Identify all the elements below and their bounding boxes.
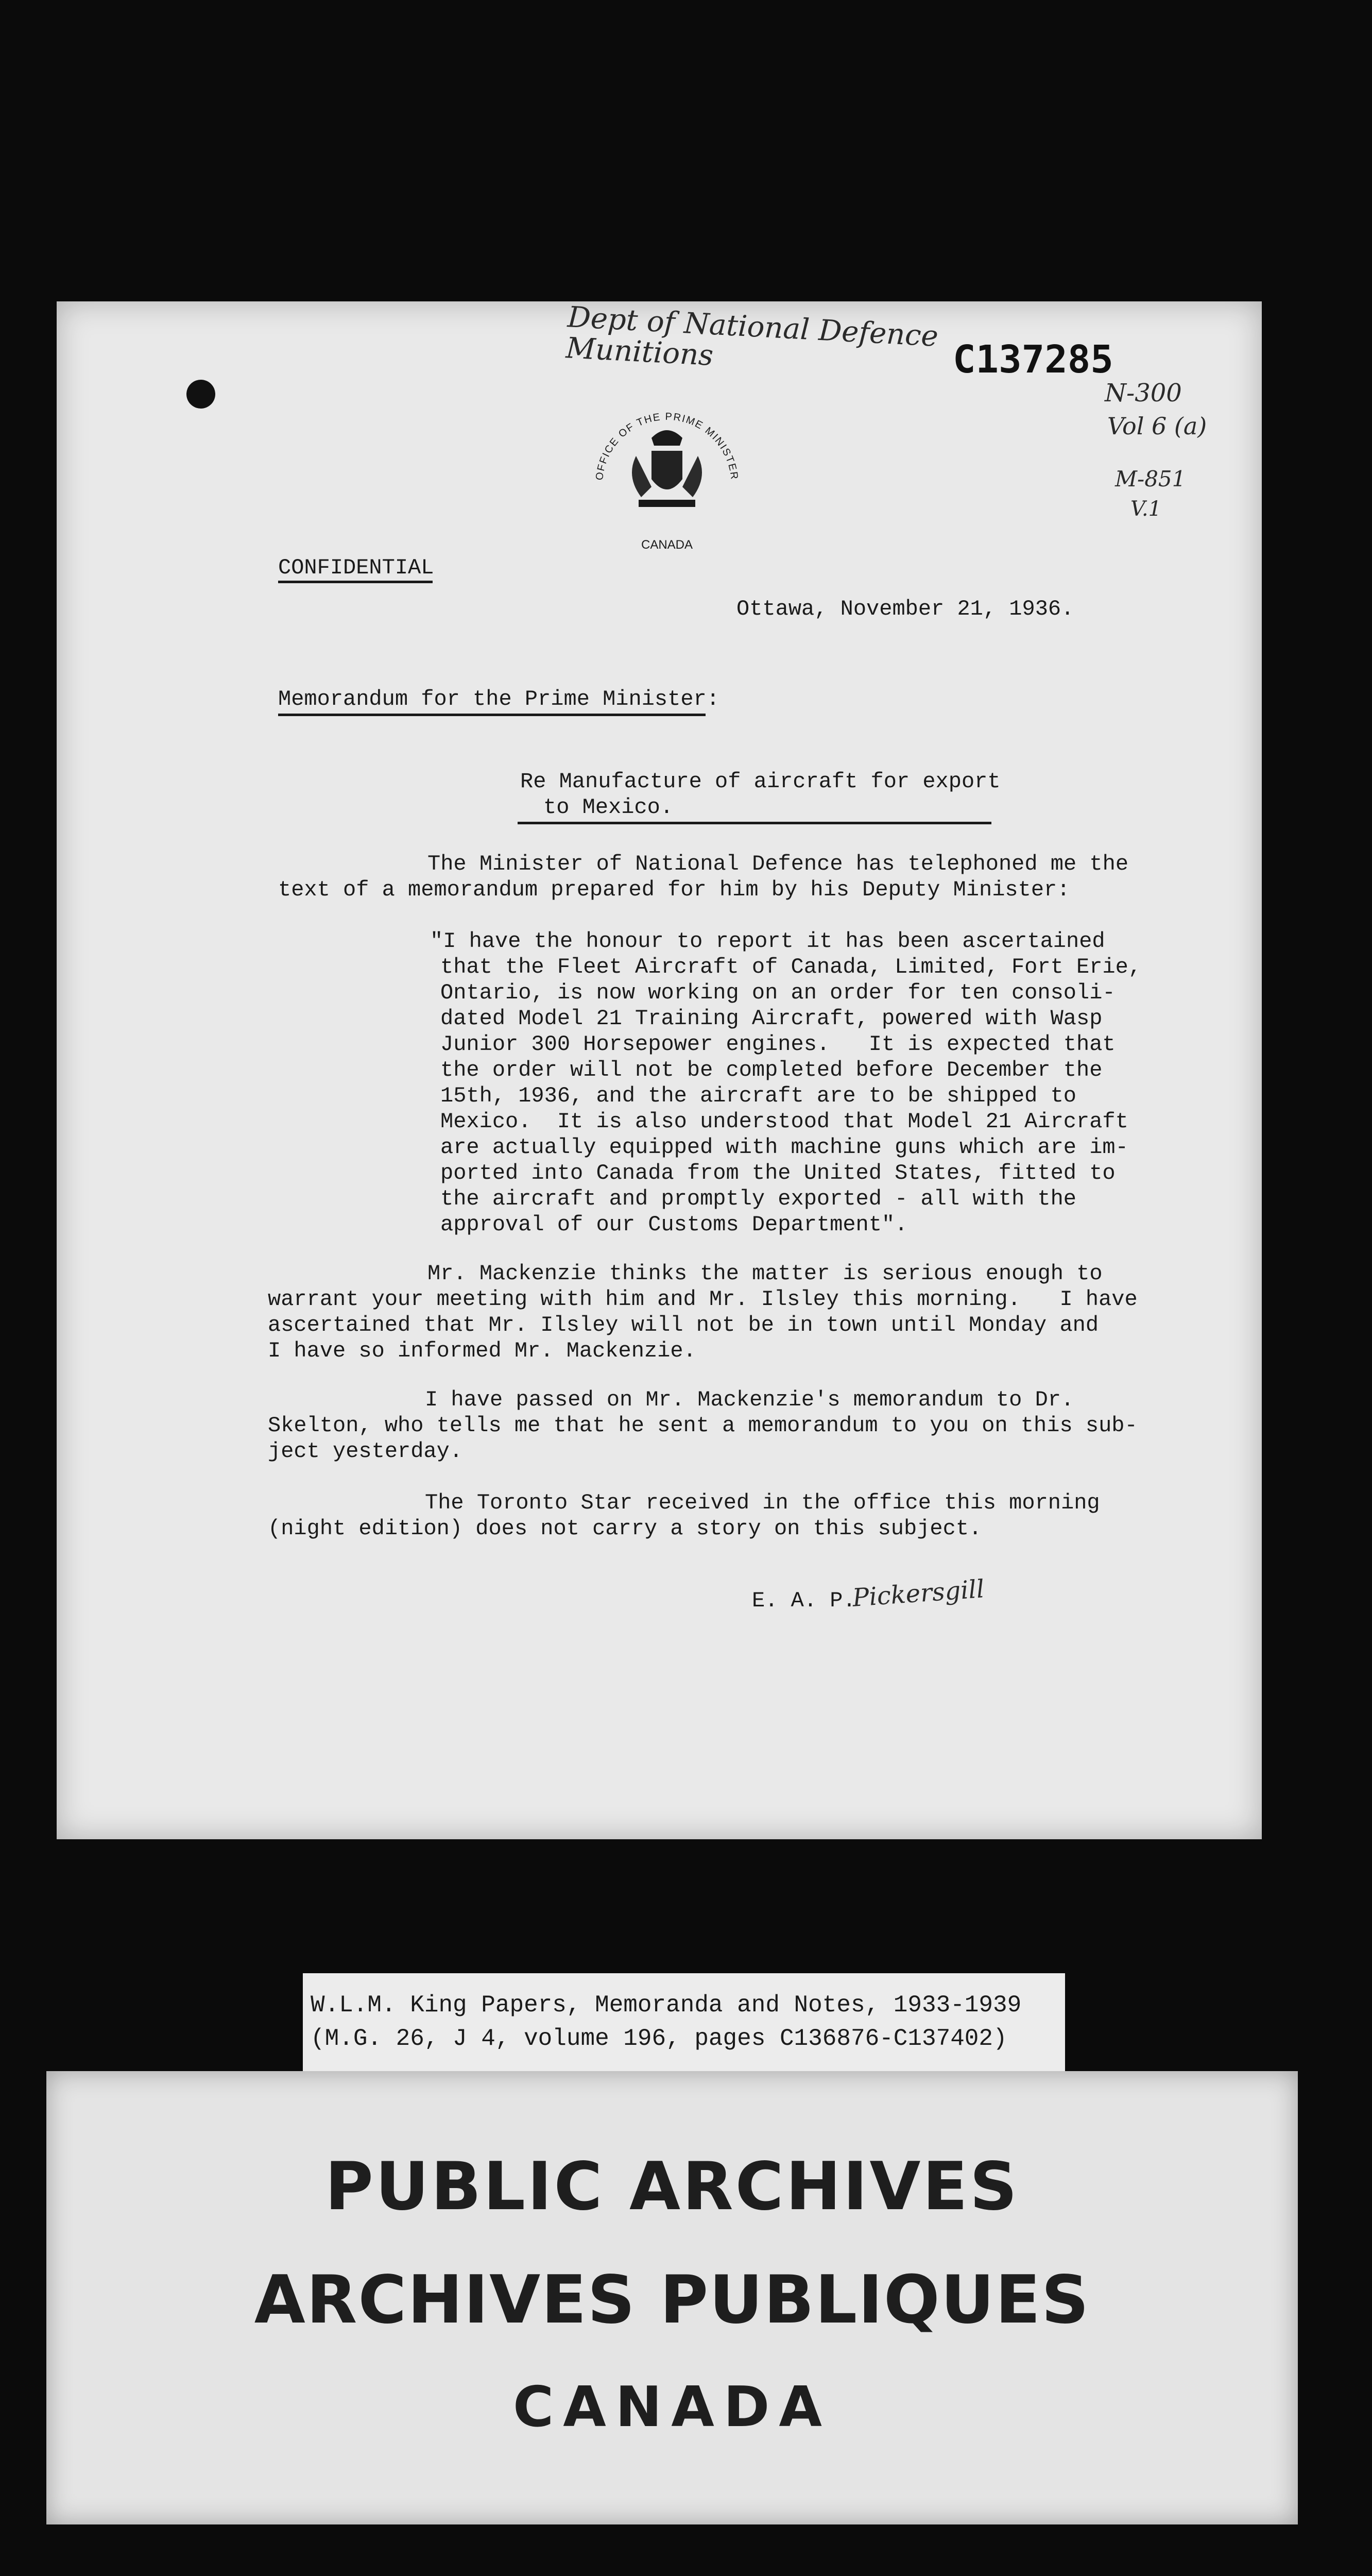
para2-line: I have so informed Mr. Mackenzie. [268,1338,696,1363]
quote-line: the order will not be completed before December the [440,1058,1103,1082]
quote-line: Mexico. It is also understood that Model 21 Aircraft [440,1109,1128,1134]
archives-line-3: CANADA [512,2375,832,2439]
quote-line: that the Fleet Aircraft of Canada, Limited, Fort Erie, [440,955,1142,979]
quote-line: Junior 300 Horsepower engines. It is expected that [440,1032,1116,1057]
signature-handwritten: Pickersgill [851,1574,986,1613]
para3-line: ject yesterday. [268,1439,463,1464]
papers-line-2: (M.G. 26, J 4, volume 196, pages C136876-C137402) [311,2025,1007,2052]
date-line: Ottawa, November 21, 1936. [736,597,1074,621]
para2-line: Mr. Mackenzie thinks the matter is serious enough to [427,1261,1103,1286]
crest-text-top: OFFICE OF THE PRIME MINISTER [594,411,740,481]
memo-heading: Memorandum for the Prime Minister: [278,687,719,711]
quote-line: are actually equipped with machine guns which are im- [440,1135,1128,1160]
para4-line: The Toronto Star received in the office this morning [425,1490,1100,1515]
para1-line: text of a memorandum prepared for him by his Deputy Minister: [278,877,1070,902]
para2-line: warrant your meeting with him and Mr. Ilsley this morning. I have [268,1287,1138,1312]
para2-line: ascertained that Mr. Ilsley will not be in town until Monday and [268,1313,1099,1337]
ref-code-4: V.1 [1130,497,1162,521]
handwritten-annotation: Dept of National Defence Munitions [565,300,939,373]
public-archives-label [46,2071,1298,2524]
ref-code-2: Vol 6 (a) [1107,412,1207,440]
signature-initials: E. A. P. [752,1588,856,1613]
para1-line: The Minister of National Defence has telephoned me the [427,852,1129,876]
crest-text-bottom: CANADA [641,538,693,552]
quote-line: dated Model 21 Training Aircraft, powered with Wasp [440,1006,1103,1031]
classification-underline [278,581,433,583]
quote-line: "I have the honour to report it has been ascertained [430,929,1105,954]
heading-underline [278,714,706,716]
papers-reference-label [303,1973,1065,2076]
quote-line: the aircraft and promptly exported - all with the [440,1187,1077,1211]
archive-stamp-number: C137285 [953,337,1113,382]
quote-line: Ontario, is now working on an order for ten consoli- [440,980,1116,1005]
classification-label: CONFIDENTIAL [278,555,434,580]
archives-line-2: ARCHIVES PUBLIQUES [254,2262,1090,2338]
ref-code-1: N-300 [1105,379,1182,408]
memo-sheet [57,301,1262,1839]
subject-underline [518,822,991,824]
subject-line-1: Re Manufacture of aircraft for export [520,769,1001,794]
para3-line: I have passed on Mr. Mackenzie's memorandum to Dr. [425,1387,1074,1412]
punch-hole [186,380,215,409]
coat-of-arms-crest [574,389,760,554]
archives-line-1: PUBLIC ARCHIVES [325,2148,1019,2225]
papers-line-1: W.L.M. King Papers, Memoranda and Notes, 1933-1939 [311,1992,1022,2019]
ref-code-3: M-851 [1115,466,1186,492]
quote-line: 15th, 1936, and the aircraft are to be shipped to [440,1083,1077,1108]
quote-line: ported into Canada from the United States, fitted to [440,1161,1116,1185]
para3-line: Skelton, who tells me that he sent a memorandum to you on this sub- [268,1413,1138,1438]
para4-line: (night edition) does not carry a story on this subject. [268,1516,982,1541]
quote-line: approval of our Customs Department". [440,1212,908,1237]
subject-line-2: to Mexico. [543,795,674,820]
